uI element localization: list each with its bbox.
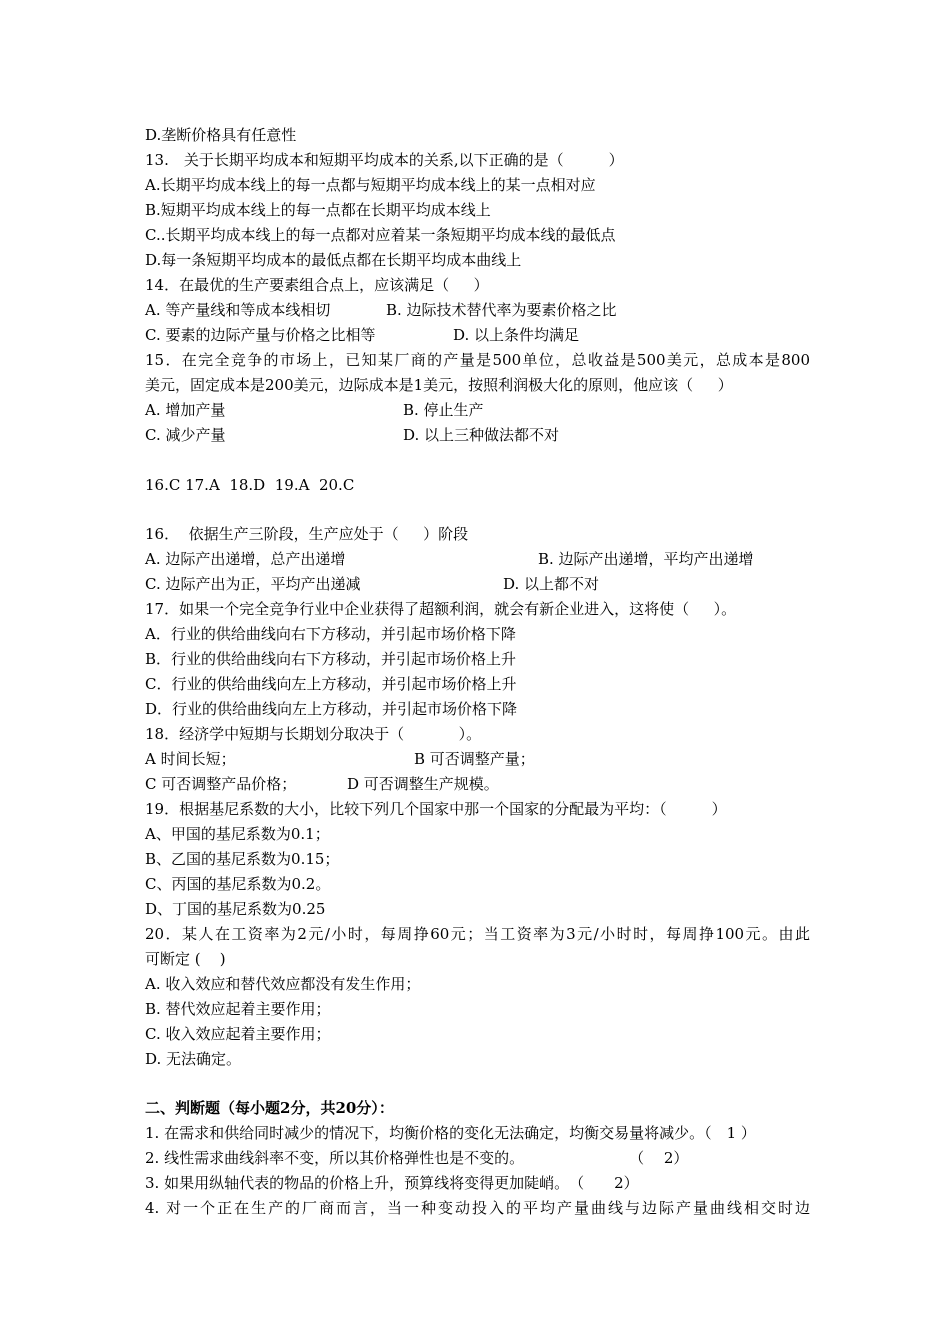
text-line-content: D. 无法确定。 (145, 1050, 242, 1068)
option-b: B. 边际技术替代率为要素价格之比 (386, 301, 617, 319)
text-line-content: 3. 如果用纵轴代表的物品的价格上升，预算线将变得更加陡峭。 （ 2） (145, 1174, 639, 1192)
text-line-content: 13. 关于长期平均成本和短期平均成本的关系,以下正确的是（ ） (145, 151, 624, 169)
option-line (145, 572, 360, 597)
option-b: B. 停止生产 (403, 401, 484, 419)
question-20 (145, 922, 810, 947)
option-a: A. 增加产量 (145, 401, 226, 419)
text-line-content: D.垄断价格具有任意性 (145, 126, 297, 144)
option-d: D 可否调整生产规模。 (347, 775, 499, 793)
text-line-content: 19．根据基尼系数的大小，比较下列几个国家中那一个国家的分配最为平均：（ ） (145, 800, 727, 818)
option-line (145, 547, 345, 572)
option-line (414, 747, 535, 772)
text-line-content: B.短期平均成本线上的每一点都在长期平均成本线上 (145, 201, 491, 219)
option-line (145, 697, 517, 722)
text-line-content: 20．某人在工资率为2元/小时，每周挣60元；当工资率为3元/小时时，每周挣100元。由此 (145, 925, 810, 943)
text-line-content: C. 收入效应起着主要作用； (145, 1025, 331, 1043)
option-line (145, 997, 331, 1022)
option-a: A. 边际产出递增，总产出递增 (145, 550, 346, 568)
text-line-content: 17．如果一个完全竞争行业中企业获得了超额利润，就会有新企业进入，这将使（ ）。 (145, 600, 737, 618)
option-line (145, 772, 296, 797)
text-line-content: 2. 线性需求曲线斜率不变，所以其价格弹性也是不变的。 （ 2） (145, 1149, 689, 1167)
option-line (145, 822, 330, 847)
text-line-content: 15．在完全竞争的市场上，已知某厂商的产量是500单位，总收益是500美元，总成本是800 (145, 351, 810, 369)
option-line (145, 223, 615, 248)
text-line (145, 123, 296, 148)
option-line (503, 572, 599, 597)
option-line (403, 423, 559, 448)
option-c: C. 边际产出为正，平均产出递减 (145, 575, 361, 593)
option-a: A. 等产量线和等成本线相切 (145, 301, 331, 319)
option-line (145, 972, 420, 997)
option-line (145, 173, 596, 198)
text-line-content: 16.C 17.A 18.D 19.A 20.C (145, 476, 355, 494)
text-line-content: C、丙国的基尼系数为0.2。 (145, 875, 331, 893)
option-line (145, 423, 225, 448)
option-line (145, 847, 339, 872)
option-line (386, 298, 617, 323)
option-a: A 时间长短； (145, 750, 236, 768)
option-b: B 可否调整产量； (414, 750, 535, 768)
text-line-content: C．行业的供给曲线向左上方移动，并引起市场价格上升 (145, 675, 517, 693)
text-line-content: B. 替代效应起着主要作用； (145, 1000, 331, 1018)
option-line (453, 323, 579, 348)
option-line (145, 622, 516, 647)
text-line-content: 美元，固定成本是200美元，边际成本是1美元，按照利润极大化的原则，他应该（ ） (145, 376, 733, 394)
section-heading (145, 1096, 394, 1121)
text-line-content: B．行业的供给曲线向右下方移动，并引起市场价格上升 (145, 650, 517, 668)
text-line (145, 373, 733, 398)
text-line-content: 1. 在需求和供给同时减少的情况下，均衡价格的变化无法确定，均衡交易量将减少。（ 1 ） (145, 1124, 756, 1142)
answer-key (145, 473, 354, 498)
text-line-content: A.长期平均成本线上的每一点都与短期平均成本线上的某一点相对应 (145, 176, 596, 194)
question-18 (145, 722, 481, 747)
option-line (145, 897, 325, 922)
option-line (403, 398, 484, 423)
text-line-content: 14．在最优的生产要素组合点上，应该满足（ ） (145, 276, 489, 294)
text-line-content: 可断定 ( ) (145, 950, 226, 968)
text-line-content: B、乙国的基尼系数为0.15； (145, 850, 340, 868)
text-line-content: 18．经济学中短期与长期划分取决于（ ）。 (145, 725, 482, 743)
true-false-item (145, 1146, 688, 1171)
true-false-item (145, 1121, 756, 1146)
question-17 (145, 597, 736, 622)
option-line (145, 398, 225, 423)
text-line-content: C..长期平均成本线上的每一点都对应着某一条短期平均成本线的最低点 (145, 226, 616, 244)
option-line (145, 298, 330, 323)
option-line (145, 1047, 241, 1072)
text-line-content: D、丁国的基尼系数为0.25 (145, 900, 326, 918)
option-d: D. 以上三种做法都不对 (403, 426, 560, 444)
question-14 (145, 273, 489, 298)
option-b: B. 边际产出递增，平均产出递增 (538, 550, 754, 568)
text-line-content: D.每一条短期平均成本的最低点都在长期平均成本曲线上 (145, 251, 522, 269)
text-line-content: 16． 依据生产三阶段，生产应处于（ ）阶段 (145, 525, 469, 543)
option-d: D. 以上条件均满足 (453, 326, 580, 344)
question-15 (145, 348, 810, 373)
text-line-content: A、甲国的基尼系数为0.1； (145, 825, 330, 843)
option-line (145, 323, 375, 348)
text-line-content: A. 收入效应和替代效应都没有发生作用； (145, 975, 421, 993)
option-line (145, 747, 236, 772)
option-line (538, 547, 754, 572)
text-line-content: A．行业的供给曲线向右下方移动，并引起市场价格下降 (145, 625, 516, 643)
option-line (145, 1022, 330, 1047)
text-line-content: D．行业的供给曲线向左上方移动，并引起市场价格下降 (145, 700, 518, 718)
option-d: D. 以上都不对 (503, 575, 600, 593)
text-line-content: 4. 对一个正在生产的厂商而言，当一种变动投入的平均产量曲线与边际产量曲线相交时边 (145, 1199, 810, 1217)
option-c: C. 要素的边际产量与价格之比相等 (145, 326, 376, 344)
text-line-content: 二、判断题（每小题2分，共20分）： (145, 1099, 394, 1117)
question-16 (145, 522, 468, 547)
option-line (145, 248, 521, 273)
true-false-item (145, 1171, 639, 1196)
option-c: C. 减少产量 (145, 426, 226, 444)
text-line (145, 947, 226, 972)
question-13 (145, 148, 624, 173)
option-line (145, 647, 516, 672)
option-line (347, 772, 499, 797)
question-19 (145, 797, 727, 822)
option-line (145, 872, 330, 897)
option-line (145, 672, 516, 697)
option-line (145, 198, 491, 223)
option-c: C 可否调整产品价格； (145, 775, 297, 793)
true-false-item (145, 1196, 810, 1221)
